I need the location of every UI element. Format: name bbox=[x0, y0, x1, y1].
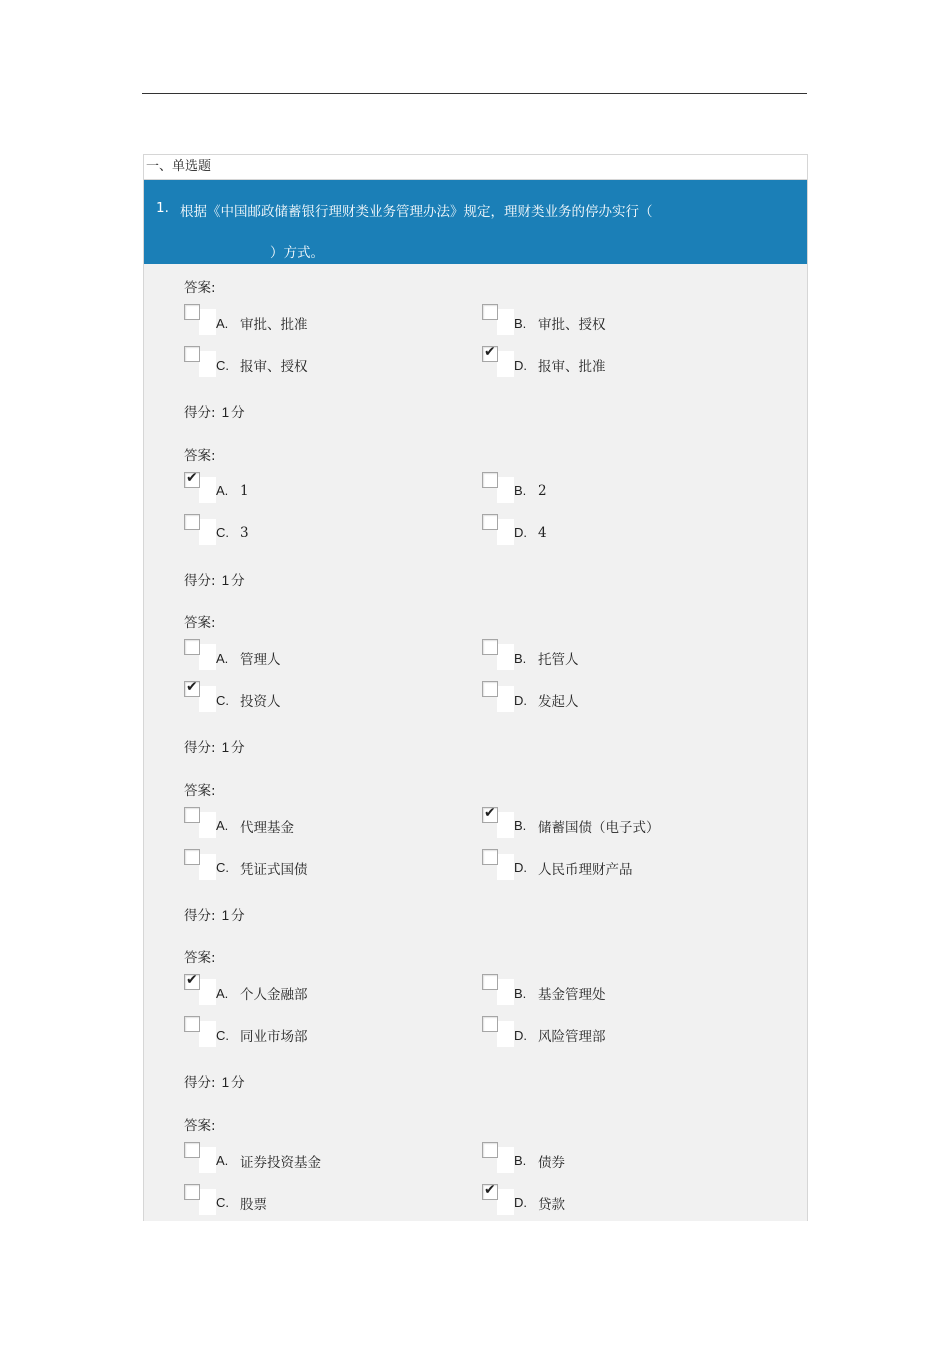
answer-option[interactable] bbox=[482, 518, 547, 542]
checkbox-checked[interactable] bbox=[184, 681, 200, 697]
answer-option[interactable] bbox=[482, 1181, 565, 1213]
answer-option[interactable] bbox=[184, 679, 281, 710]
answer-option[interactable] bbox=[482, 344, 606, 375]
option-letter: A. bbox=[216, 1153, 229, 1168]
score-unit: 分 bbox=[231, 572, 245, 589]
checkbox-checked[interactable] bbox=[482, 346, 498, 362]
answer-label: 答案: bbox=[184, 1117, 216, 1134]
option-text: 证券投资基金 bbox=[240, 1154, 321, 1171]
checkbox-unchecked[interactable] bbox=[184, 807, 200, 823]
option-letter: D. bbox=[514, 525, 527, 540]
checkbox-checked[interactable] bbox=[184, 469, 200, 488]
checkbox-unchecked[interactable] bbox=[184, 849, 200, 865]
option-text: 报审、批准 bbox=[538, 359, 606, 375]
option-letter: C. bbox=[216, 1195, 229, 1210]
checkbox-unchecked[interactable] bbox=[482, 849, 498, 865]
option-letter: A. bbox=[216, 985, 229, 1001]
checkbox-unchecked[interactable] bbox=[482, 472, 498, 488]
question-text-line2: ）方式。 bbox=[270, 245, 324, 261]
score-line bbox=[184, 1071, 245, 1091]
answer-option[interactable] bbox=[184, 1188, 267, 1212]
question-header bbox=[144, 180, 807, 264]
score-line bbox=[184, 569, 245, 589]
checkbox-unchecked[interactable] bbox=[482, 1142, 498, 1158]
checkbox-unchecked[interactable] bbox=[482, 304, 498, 320]
question-number: 1. bbox=[156, 200, 169, 216]
checkbox-label-pad bbox=[199, 979, 216, 1005]
option-text: 凭证式国债 bbox=[240, 861, 308, 878]
answer-option[interactable] bbox=[184, 1020, 308, 1044]
answer-block bbox=[144, 1102, 807, 1222]
checkmark-icon: ✔ bbox=[186, 679, 198, 695]
checkbox-label-pad bbox=[497, 351, 514, 377]
option-letter: C. bbox=[216, 692, 229, 708]
option-letter: B. bbox=[514, 818, 527, 833]
score-line bbox=[184, 736, 245, 756]
checkbox-checked[interactable] bbox=[482, 1181, 498, 1200]
answer-option[interactable] bbox=[184, 1146, 321, 1170]
answer-block bbox=[144, 934, 807, 1102]
checkbox-label-pad bbox=[199, 854, 216, 880]
answer-option[interactable] bbox=[184, 853, 308, 877]
score-label: 得分: bbox=[184, 405, 216, 421]
checkbox-unchecked[interactable] bbox=[184, 1142, 200, 1158]
checkbox-label-pad bbox=[199, 686, 216, 712]
top-divider bbox=[142, 93, 807, 94]
answer-label: 答案: bbox=[184, 782, 216, 799]
checkbox-unchecked[interactable] bbox=[482, 681, 498, 697]
checkbox-label-pad bbox=[497, 477, 514, 503]
checkbox-label-pad bbox=[199, 309, 216, 335]
checkmark-icon: ✔ bbox=[186, 469, 198, 486]
option-text: 2 bbox=[538, 482, 547, 499]
score-label: 得分: bbox=[184, 572, 216, 589]
answer-option[interactable] bbox=[482, 978, 606, 1002]
option-letter: D. bbox=[514, 860, 527, 875]
score-value: 1 bbox=[221, 907, 230, 923]
score-label: 得分: bbox=[184, 1075, 216, 1091]
quiz-panel bbox=[143, 154, 808, 1221]
score-label: 得分: bbox=[184, 907, 216, 924]
checkbox-unchecked[interactable] bbox=[482, 1016, 498, 1032]
checkbox-label-pad bbox=[199, 1021, 216, 1047]
answer-option[interactable] bbox=[184, 469, 249, 500]
option-letter: A. bbox=[216, 315, 229, 331]
option-letter: B. bbox=[514, 483, 527, 498]
answer-label: 答案: bbox=[184, 447, 216, 464]
option-text: 基金管理处 bbox=[538, 987, 606, 1003]
checkbox-checked[interactable] bbox=[482, 804, 498, 823]
score-line bbox=[184, 401, 245, 421]
answer-block bbox=[144, 767, 807, 935]
answer-option[interactable] bbox=[184, 811, 294, 835]
score-unit: 分 bbox=[231, 1075, 245, 1091]
checkbox-label-pad bbox=[497, 686, 514, 712]
checkbox-label-pad bbox=[199, 1147, 216, 1173]
answer-option[interactable] bbox=[482, 685, 579, 709]
option-letter: A. bbox=[216, 650, 229, 666]
checkbox-unchecked[interactable] bbox=[482, 514, 498, 530]
checkbox-unchecked[interactable] bbox=[482, 639, 498, 655]
score-unit: 分 bbox=[231, 405, 245, 421]
option-text: 审批、授权 bbox=[538, 317, 606, 333]
answer-option[interactable] bbox=[184, 518, 249, 542]
checkbox-unchecked[interactable] bbox=[184, 346, 200, 362]
answer-option[interactable] bbox=[184, 308, 308, 332]
checkbox-unchecked[interactable] bbox=[482, 974, 498, 990]
checkbox-label-pad bbox=[199, 1189, 216, 1215]
score-value: 1 bbox=[221, 740, 230, 755]
answer-option[interactable] bbox=[482, 1146, 565, 1170]
option-text: 4 bbox=[538, 524, 547, 541]
score-value: 1 bbox=[221, 572, 230, 588]
checkbox-label-pad bbox=[497, 519, 514, 545]
checkbox-label-pad bbox=[199, 812, 216, 838]
option-letter: D. bbox=[514, 1195, 527, 1210]
checkmark-icon: ✔ bbox=[484, 344, 496, 360]
checkbox-label-pad bbox=[497, 309, 514, 335]
option-letter: D. bbox=[514, 357, 527, 373]
checkbox-label-pad bbox=[199, 351, 216, 377]
answer-block bbox=[144, 432, 807, 600]
answer-label: 答案: bbox=[184, 950, 216, 966]
option-text: 储蓄国债（电子式） bbox=[538, 819, 660, 836]
option-text: 报审、授权 bbox=[240, 359, 308, 375]
option-text: 人民币理财产品 bbox=[538, 861, 633, 878]
checkbox-label-pad bbox=[497, 644, 514, 670]
answer-label: 答案: bbox=[184, 615, 216, 631]
answer-option[interactable] bbox=[482, 804, 660, 836]
option-text: 投资人 bbox=[240, 694, 281, 710]
checkbox-unchecked[interactable] bbox=[184, 1184, 200, 1200]
option-letter: D. bbox=[514, 1027, 527, 1043]
checkbox-unchecked[interactable] bbox=[184, 1016, 200, 1032]
option-text: 贷款 bbox=[538, 1196, 565, 1213]
checkbox-unchecked[interactable] bbox=[184, 514, 200, 530]
score-unit: 分 bbox=[231, 907, 245, 924]
option-text: 个人金融部 bbox=[240, 987, 308, 1003]
option-letter: B. bbox=[514, 650, 527, 666]
section-title: 一、单选题 bbox=[144, 155, 807, 180]
answer-option[interactable] bbox=[482, 308, 606, 332]
option-letter: A. bbox=[216, 818, 229, 833]
checkbox-label-pad bbox=[497, 1021, 514, 1047]
answer-option[interactable] bbox=[184, 643, 281, 667]
option-text: 3 bbox=[240, 524, 249, 541]
answer-block bbox=[144, 264, 807, 432]
checkmark-icon: ✔ bbox=[484, 804, 496, 821]
checkbox-label-pad bbox=[199, 477, 216, 503]
answer-option[interactable] bbox=[184, 350, 308, 374]
option-text: 审批、批准 bbox=[240, 317, 308, 333]
option-text: 债券 bbox=[538, 1154, 565, 1171]
option-letter: B. bbox=[514, 1153, 527, 1168]
checkbox-label-pad bbox=[497, 1189, 514, 1215]
option-text: 代理基金 bbox=[240, 819, 294, 836]
option-text: 1 bbox=[240, 482, 249, 499]
option-text: 同业市场部 bbox=[240, 1029, 308, 1045]
option-letter: C. bbox=[216, 860, 229, 875]
checkbox-checked[interactable] bbox=[184, 974, 200, 990]
answer-blocks bbox=[144, 264, 807, 1221]
option-letter: C. bbox=[216, 1027, 229, 1043]
checkbox-label-pad bbox=[497, 854, 514, 880]
answer-block bbox=[144, 599, 807, 767]
answer-option[interactable] bbox=[482, 853, 633, 877]
score-line bbox=[184, 904, 245, 924]
checkbox-label-pad bbox=[199, 644, 216, 670]
score-value: 1 bbox=[221, 1075, 230, 1090]
checkbox-unchecked[interactable] bbox=[184, 304, 200, 320]
checkbox-label-pad bbox=[497, 812, 514, 838]
option-text: 管理人 bbox=[240, 652, 281, 668]
checkmark-icon: ✔ bbox=[186, 972, 198, 988]
checkbox-label-pad bbox=[199, 519, 216, 545]
answer-option[interactable] bbox=[482, 1020, 606, 1044]
option-text: 托管人 bbox=[538, 652, 579, 668]
question-text-line1: 根据《中国邮政储蓄银行理财类业务管理办法》规定，理财类业务的停办实行（ bbox=[180, 204, 653, 220]
option-letter: D. bbox=[514, 692, 527, 708]
option-letter: C. bbox=[216, 525, 229, 540]
answer-label: 答案: bbox=[184, 280, 216, 296]
checkbox-unchecked[interactable] bbox=[184, 639, 200, 655]
answer-option[interactable] bbox=[482, 643, 579, 667]
score-unit: 分 bbox=[231, 740, 245, 756]
checkbox-label-pad bbox=[497, 1147, 514, 1173]
option-letter: A. bbox=[216, 483, 229, 498]
answer-option[interactable] bbox=[482, 476, 547, 500]
option-letter: B. bbox=[514, 315, 527, 331]
checkmark-icon: ✔ bbox=[484, 1181, 496, 1198]
answer-option[interactable] bbox=[184, 972, 308, 1003]
score-label: 得分: bbox=[184, 740, 216, 756]
checkbox-label-pad bbox=[497, 979, 514, 1005]
option-text: 风险管理部 bbox=[538, 1029, 606, 1045]
option-letter: B. bbox=[514, 985, 527, 1001]
option-letter: C. bbox=[216, 357, 229, 373]
option-text: 股票 bbox=[240, 1196, 267, 1213]
score-value: 1 bbox=[221, 405, 230, 420]
option-text: 发起人 bbox=[538, 694, 579, 710]
